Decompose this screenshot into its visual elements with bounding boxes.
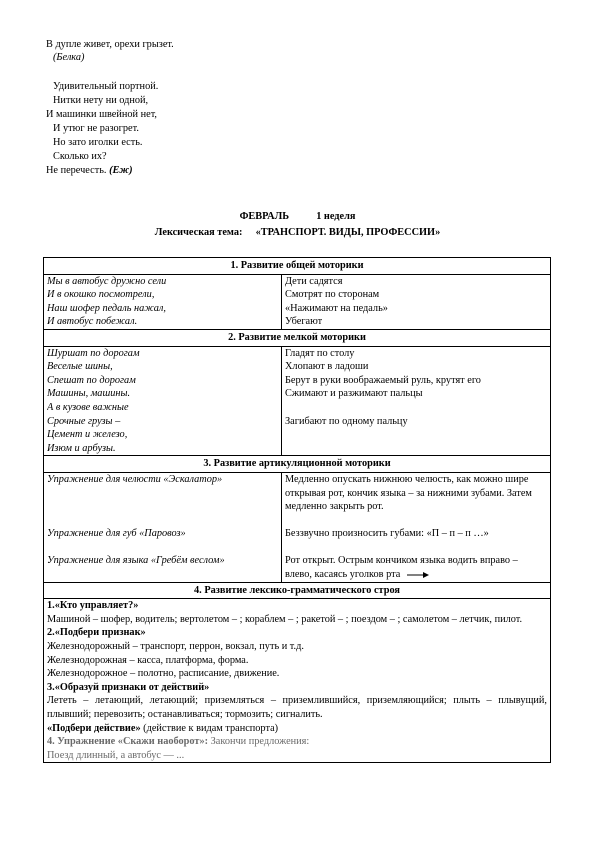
exercise-description: Беззвучно произносить губами: «П – п – п …» bbox=[285, 528, 489, 540]
section-2-row bbox=[44, 346, 551, 456]
action-line: Берут в руки воображаемый руль, крутят его bbox=[285, 374, 481, 386]
exercise-name: Упражнение для языка «Гребём веслом» bbox=[47, 555, 225, 567]
section-3-row bbox=[44, 472, 551, 582]
task-body: Машиной – шофер, водитель; вертолетом – ; кораблем – ; ракетой – ; поездом – ; самолетом – летчик, пилот. bbox=[47, 613, 523, 625]
action-line: Убегают bbox=[285, 316, 323, 328]
poem-line: Изюм и арбузы. bbox=[47, 442, 116, 454]
riddle-2-line: Но зато иголки есть. bbox=[53, 137, 143, 148]
task-note: (действие к видам транспорта) bbox=[140, 722, 279, 734]
section-2-poem bbox=[44, 346, 282, 456]
task-title: 2.«Подбери признак» bbox=[47, 627, 146, 639]
action-line: Смотрят по сторонам bbox=[285, 289, 380, 301]
task-note: Закончи предложения: bbox=[208, 736, 310, 748]
heading-theme-label: Лексическая тема: bbox=[154, 227, 243, 238]
riddle-2-line: И машинки швейной нет, bbox=[46, 109, 157, 120]
section-1-row bbox=[44, 274, 551, 329]
task-title: «Подбери действие» bbox=[47, 722, 141, 734]
section-header-row bbox=[44, 582, 551, 599]
riddle-2-answer: (Еж) bbox=[109, 165, 133, 176]
action-line: Загибают по одному пальцу bbox=[285, 415, 408, 427]
riddle-2-line: И утюг не разогрет. bbox=[53, 123, 139, 134]
section-header-row bbox=[44, 329, 551, 346]
poem-line: Спешат по дорогам bbox=[47, 374, 136, 386]
riddle-2-last-text: Не перечесть. bbox=[46, 165, 107, 176]
exercise-name: Упражнение для губ «Паровоз» bbox=[47, 528, 186, 540]
page-heading-theme bbox=[0, 226, 595, 239]
heading-month: ФЕВРАЛЬ bbox=[239, 211, 290, 222]
action-line: «Нажимают на педаль» bbox=[285, 302, 388, 314]
section-header-row bbox=[44, 456, 551, 473]
exercise-name: Упражнение для челюсти «Эскалатор» bbox=[47, 473, 223, 485]
arrow-right-icon bbox=[407, 571, 429, 579]
poem-line: Срочные грузы – bbox=[47, 415, 121, 427]
section-4-row bbox=[44, 599, 551, 763]
task-line bbox=[47, 722, 547, 736]
poem-line: Мы в автобус дружно сели bbox=[47, 275, 167, 287]
section-3-title: 3. Развитие артикуляционной моторики bbox=[44, 456, 551, 473]
lesson-plan-table bbox=[43, 257, 551, 763]
task-title: 1.«Кто управляет?» bbox=[47, 600, 139, 612]
page-heading-month bbox=[0, 210, 595, 223]
riddle-2-line: Удивительный портной. bbox=[53, 81, 159, 92]
riddle-2-last-line bbox=[46, 164, 133, 177]
poem-line: Веселые шины, bbox=[47, 361, 113, 373]
poem-line: Наш шофер педаль нажал, bbox=[47, 302, 166, 314]
task-title: 3.«Образуй признаки от действий» bbox=[47, 681, 210, 693]
task-line: Железнодорожный – транспорт, перрон, вокзал, путь и т.д. bbox=[47, 641, 304, 653]
heading-week: 1 неделя bbox=[316, 211, 356, 222]
poem-line: Шуршат по дорогам bbox=[47, 347, 140, 359]
exercise-description: Медленно опускать нижнюю челюсть, как можно шире открывая рот, кончик языка – за нижними зубами. Затем медленно закрыть рот. bbox=[285, 473, 532, 513]
section-1-actions bbox=[282, 274, 551, 329]
action-line: Дети садятся bbox=[285, 275, 343, 287]
section-4-title: 4. Развитие лексико-грамматического строя bbox=[44, 582, 551, 599]
task-line: Железнодорожное – полотно, расписание, движение. bbox=[47, 668, 280, 680]
task-line bbox=[47, 735, 547, 749]
poem-line: И автобус побежал. bbox=[47, 316, 138, 328]
riddle-2-line: Нитки нету ни одной, bbox=[53, 95, 149, 106]
action-line: Гладят по столу bbox=[285, 347, 355, 359]
exercise-description-3 bbox=[285, 554, 547, 581]
section-3-descriptions bbox=[282, 472, 551, 582]
section-3-exercises bbox=[44, 472, 282, 582]
riddle-1-answer: (Белка) bbox=[53, 52, 85, 63]
riddle-1-text: В дупле живет, орехи грызет. bbox=[46, 39, 174, 50]
action-line: Хлопают в ладоши bbox=[285, 361, 369, 373]
section-2-title: 2. Развитие мелкой моторики bbox=[44, 329, 551, 346]
poem-line: А в кузове важные bbox=[47, 401, 129, 413]
task-line: Железнодорожная – касса, платформа, форма. bbox=[47, 654, 249, 666]
section-4-content bbox=[44, 599, 551, 763]
task-title: 4. Упражнение «Скажи наоборот»: bbox=[47, 736, 209, 748]
heading-theme: «ТРАНСПОРТ. ВИДЫ, ПРОФЕССИИ» bbox=[255, 227, 441, 238]
task-body: Лететь – летающий, летающий; приземляться – приземлившийся, приземляющийся; плыть – плывущий, плывший; перевозить; останавливаться; тормозить; сигналить. bbox=[47, 695, 547, 721]
action-line: Сжимают и разжимают пальцы bbox=[285, 388, 423, 400]
poem-line: И в окошко посмотрели, bbox=[47, 289, 155, 301]
riddle-2-line: Сколько их? bbox=[53, 151, 107, 162]
section-2-actions bbox=[282, 346, 551, 456]
section-1-poem bbox=[44, 274, 282, 329]
exercise-description: Рот открыт. Острым кончиком языка водить вправо – влево, касаясь уголков рта bbox=[285, 555, 518, 581]
task-line: Поезд длинный, а автобус — ... bbox=[47, 749, 185, 761]
poem-line: Машины, машины. bbox=[47, 388, 131, 400]
section-1-title: 1. Развитие общей моторики bbox=[44, 258, 551, 275]
section-header-row bbox=[44, 258, 551, 275]
poem-line: Цемент и железо, bbox=[47, 429, 128, 441]
